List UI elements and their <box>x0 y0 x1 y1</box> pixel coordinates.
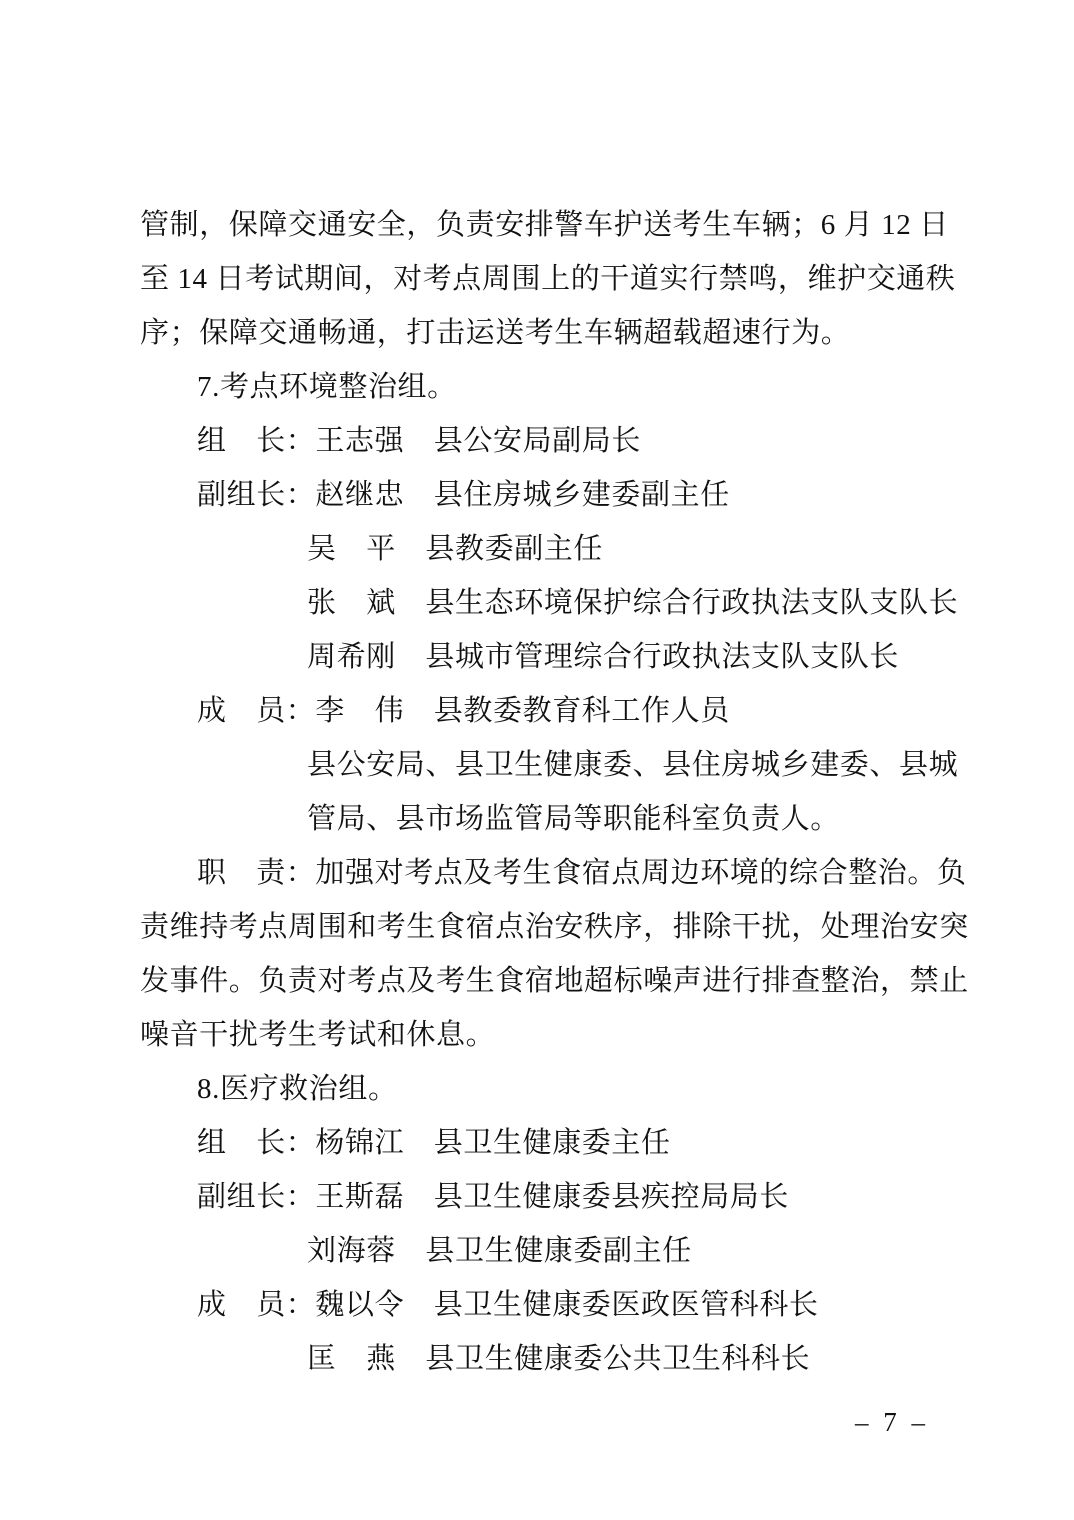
duties-paragraph-line: 噪音干扰考生考试和休息。 <box>140 1019 496 1051</box>
roster-line-members: 成 员：李 伟 县教委教育科工作人员 <box>197 695 730 727</box>
paragraph-line: 序；保障交通畅通，打击运送考生车辆超载超速行为。 <box>140 317 851 349</box>
section-heading-group-8: 8.医疗救治组。 <box>197 1073 398 1105</box>
duties-paragraph-line: 责维持考点周围和考生食宿点治安秩序，排除干扰，处理治安突 <box>140 911 969 943</box>
paragraph-line: 至 14 日考试期间，对考点周围上的干道实行禁鸣，维护交通秩 <box>140 263 956 295</box>
roster-line-deputy-continued: 周希刚 县城市管理综合行政执法支队支队长 <box>307 641 900 673</box>
roster-line-leader: 组 长：王志强 县公安局副局长 <box>197 425 642 457</box>
roster-line-members-continued: 管局、县市场监管局等职能科室负责人。 <box>307 803 840 835</box>
paragraph-line: 管制，保障交通安全，负责安排警车护送考生车辆；6 月 12 日 <box>140 209 949 241</box>
roster-line-deputy-continued: 张 斌 县生态环境保护综合行政执法支队支队长 <box>307 587 959 619</box>
roster-line-leader: 组 长：杨锦江 县卫生健康委主任 <box>197 1127 671 1159</box>
duties-paragraph-line: 职 责：加强对考点及考生食宿点周边环境的综合整治。负 <box>197 857 967 889</box>
roster-line-members-continued: 匡 燕 县卫生健康委公共卫生科科长 <box>307 1343 811 1375</box>
document-body <box>140 198 969 1386</box>
roster-line-members: 成 员：魏以令 县卫生健康委医政医管科科长 <box>197 1289 819 1321</box>
roster-line-deputy-leader: 副组长：王斯磊 县卫生健康委县疾控局局长 <box>197 1181 790 1213</box>
roster-line-deputy-continued: 吴 平 县教委副主任 <box>307 533 604 565</box>
page-number: – 7 – <box>855 1407 929 1437</box>
section-heading-group-7: 7.考点环境整治组。 <box>197 371 457 403</box>
roster-line-deputy-continued: 刘海蓉 县卫生健康委副主任 <box>307 1235 692 1267</box>
duties-paragraph-line: 发事件。负责对考点及考生食宿地超标噪声进行排查整治，禁止 <box>140 965 969 997</box>
roster-line-deputy-leader: 副组长：赵继忠 县住房城乡建委副主任 <box>197 479 730 511</box>
roster-line-members-continued: 县公安局、县卫生健康委、县住房城乡建委、县城 <box>307 749 959 781</box>
